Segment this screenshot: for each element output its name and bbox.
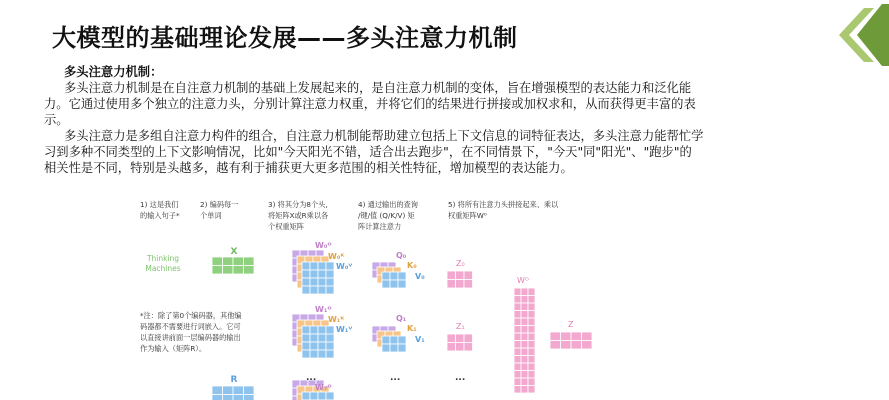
matrix-cell bbox=[382, 280, 390, 288]
matrix-cell bbox=[521, 348, 528, 356]
matrix-cell bbox=[212, 395, 223, 400]
matrix-cell bbox=[528, 356, 535, 364]
matrix-cell bbox=[521, 386, 528, 394]
matrix-cell bbox=[390, 336, 398, 344]
matrix-cell bbox=[550, 341, 561, 350]
matrix-cell bbox=[528, 348, 535, 356]
matrix-cell bbox=[212, 266, 223, 275]
v-grid bbox=[382, 272, 406, 288]
matrix-cell bbox=[326, 262, 334, 270]
matrix-cell bbox=[528, 318, 535, 326]
w0q-label: W₀ᴼ bbox=[315, 241, 332, 250]
k0-label: K₀ bbox=[407, 261, 417, 270]
w1v-label: W₁ⱽ bbox=[336, 325, 353, 334]
matrix-cell bbox=[514, 296, 521, 304]
matrix-cell bbox=[390, 344, 398, 352]
matrix-cell bbox=[233, 395, 244, 400]
matrix-cell bbox=[456, 271, 465, 280]
matrix-cell bbox=[514, 333, 521, 341]
w0v-label: W₀ⱽ bbox=[336, 262, 353, 271]
matrix-cell bbox=[447, 334, 456, 343]
z-label: Z bbox=[568, 320, 574, 329]
paragraph-1: 多头注意力机制是在自注意力机制的基础上发展起来的，是自注意力机制的变体，旨在增强模型的表达能力和泛化能力。它通过使用多个独立的注意力头，分别计算注意力权重，并将它们的结果进行拼接或加权求和，从而获得更丰富的表示。 bbox=[44, 81, 696, 127]
matrix-cell bbox=[310, 342, 318, 350]
matrix-cell bbox=[223, 266, 234, 275]
wv-grid bbox=[302, 262, 334, 294]
matrix-cell bbox=[571, 341, 582, 350]
matrix-cell bbox=[514, 348, 521, 356]
matrix-cell bbox=[302, 286, 310, 294]
matrix-cell bbox=[318, 278, 326, 286]
matrix-cell bbox=[302, 278, 310, 286]
matrix-cell bbox=[521, 288, 528, 296]
matrix-cell bbox=[318, 342, 326, 350]
step2-caption: 2) 编码每一个单词 bbox=[200, 200, 239, 220]
matrix-cell bbox=[310, 278, 318, 286]
q0-label: Q₀ bbox=[396, 251, 407, 260]
wo-grid bbox=[514, 288, 535, 393]
wo-matrix bbox=[514, 288, 535, 393]
matrix-cell bbox=[326, 270, 334, 278]
matrix-cell bbox=[318, 350, 326, 358]
z1-label: Z₁ bbox=[456, 322, 465, 331]
matrix-cell bbox=[302, 270, 310, 278]
matrix-cell bbox=[528, 326, 535, 334]
wv-grid bbox=[302, 392, 334, 400]
svg-text:码器都不需要进行词嵌入。它可: 码器都不需要进行词嵌入。它可 bbox=[140, 322, 241, 331]
z0-label: Z₀ bbox=[456, 259, 465, 268]
matrix-cell bbox=[326, 342, 334, 350]
matrix-cell bbox=[223, 257, 234, 266]
matrix-cell bbox=[318, 262, 326, 270]
r-matrix bbox=[212, 386, 254, 400]
matrix-cell bbox=[326, 392, 334, 400]
k1-label: K₁ bbox=[407, 324, 417, 333]
matrix-cell bbox=[528, 371, 535, 379]
r-label: R bbox=[230, 375, 238, 385]
w0k-label: W₀ᴷ bbox=[328, 252, 345, 261]
matrix-cell bbox=[244, 257, 255, 266]
qkv-stack-head-0 bbox=[372, 262, 406, 288]
matrix-cell bbox=[514, 311, 521, 319]
matrix-cell bbox=[514, 371, 521, 379]
input-word-1: Thinking bbox=[146, 254, 180, 263]
matrix-cell bbox=[318, 270, 326, 278]
matrix-cell bbox=[528, 333, 535, 341]
matrix-cell bbox=[521, 356, 528, 364]
w1k-label: W₁ᴷ bbox=[328, 315, 345, 324]
matrix-cell bbox=[447, 280, 456, 289]
matrix-cell bbox=[244, 266, 255, 275]
matrix-cell bbox=[223, 395, 234, 400]
wv-grid bbox=[302, 326, 334, 358]
z0-grid bbox=[447, 271, 473, 288]
matrix-cell bbox=[310, 350, 318, 358]
matrix-cell bbox=[582, 332, 593, 341]
qkv-stack-head-1 bbox=[372, 326, 406, 352]
matrix-cell bbox=[223, 386, 234, 395]
matrix-cell bbox=[310, 392, 318, 400]
matrix-cell bbox=[464, 343, 473, 352]
matrix-cell bbox=[528, 311, 535, 319]
v1-label: V₁ bbox=[415, 335, 425, 344]
matrix-cell bbox=[212, 386, 223, 395]
matrix-cell bbox=[514, 356, 521, 364]
matrix-cell bbox=[310, 270, 318, 278]
x-matrix bbox=[212, 257, 254, 274]
matrix-cell bbox=[244, 386, 255, 395]
matrix-cell bbox=[447, 271, 456, 280]
v-grid bbox=[382, 336, 406, 352]
matrix-cell bbox=[514, 326, 521, 334]
matrix-cell bbox=[382, 344, 390, 352]
matrix-cell bbox=[318, 326, 326, 334]
w1q-label: W₁ᴼ bbox=[315, 305, 332, 314]
matrix-cell bbox=[310, 326, 318, 334]
matrix-cell bbox=[326, 334, 334, 342]
matrix-cell bbox=[244, 395, 255, 400]
step5-caption: 5) 将所有注意力头拼接起来、乘以权重矩阵W⁰ bbox=[448, 200, 559, 220]
matrix-cell bbox=[233, 266, 244, 275]
matrix-cell bbox=[326, 350, 334, 358]
page-title: 大模型的基础理论发展——多头注意力机制 bbox=[52, 24, 518, 52]
matrix-cell bbox=[233, 386, 244, 395]
matrix-cell bbox=[302, 342, 310, 350]
matrix-cell bbox=[582, 341, 593, 350]
matrix-cell bbox=[521, 303, 528, 311]
matrix-cell bbox=[318, 334, 326, 342]
z1-grid bbox=[447, 334, 473, 351]
matrix-cell bbox=[382, 336, 390, 344]
step3-caption: 3) 将其分为8个头,将矩阵X或R乘以各个权重矩阵 bbox=[268, 200, 329, 231]
matrix-cell bbox=[302, 326, 310, 334]
matrix-cell bbox=[310, 334, 318, 342]
x-grid bbox=[212, 257, 254, 274]
paragraph-2: 多头注意力是多组自注意力构件的组合，自注意力机制能帮助建立包括上下文信息的词特征表达，多头注意力能帮忙学习到多种不同类型的上下文影响情况，比如"今天阳光不错，适合出去跑步"，在不同情景下，"今天"同"阳光"、"跑步"的相关性是不同，特别是头越多，越有利于捕获更大更多范围的相关性特征，增加模型的表达能力。 bbox=[44, 129, 704, 175]
matrix-cell bbox=[456, 280, 465, 289]
w7q-label: W₇ᴼ bbox=[315, 383, 332, 392]
matrix-cell bbox=[456, 343, 465, 352]
matrix-cell bbox=[521, 371, 528, 379]
svg-text:以直接讲前面一层编码器的输出: 以直接讲前面一层编码器的输出 bbox=[140, 333, 241, 342]
z1-matrix bbox=[447, 334, 473, 351]
matrix-cell bbox=[521, 341, 528, 349]
matrix-cell bbox=[521, 311, 528, 319]
matrix-cell bbox=[521, 378, 528, 386]
matrix-cell bbox=[514, 288, 521, 296]
r-grid bbox=[212, 386, 254, 400]
svg-text:*注：除了第0个编码器，其他编: *注：除了第0个编码器，其他编 bbox=[140, 311, 242, 320]
matrix-cell bbox=[528, 296, 535, 304]
z-grid bbox=[550, 332, 592, 349]
matrix-cell bbox=[464, 280, 473, 289]
matrix-cell bbox=[528, 341, 535, 349]
matrix-cell bbox=[310, 262, 318, 270]
encoder-note bbox=[140, 311, 242, 353]
matrix-cell bbox=[398, 336, 406, 344]
matrix-cell bbox=[571, 332, 582, 341]
matrix-cell bbox=[326, 278, 334, 286]
matrix-cell bbox=[521, 363, 528, 371]
matrix-cell bbox=[398, 272, 406, 280]
matrix-cell bbox=[326, 326, 334, 334]
matrix-cell bbox=[326, 286, 334, 294]
matrix-cell bbox=[521, 296, 528, 304]
matrix-cell bbox=[302, 392, 310, 400]
ellipsis-weights: ... bbox=[306, 373, 317, 383]
matrix-cell bbox=[382, 272, 390, 280]
matrix-cell bbox=[521, 318, 528, 326]
section-heading: 多头注意力机制： bbox=[64, 65, 163, 79]
matrix-cell bbox=[464, 334, 473, 343]
matrix-cell bbox=[514, 318, 521, 326]
x-label: X bbox=[230, 247, 238, 257]
v0-label: V₀ bbox=[415, 272, 425, 281]
matrix-cell bbox=[302, 334, 310, 342]
wo-label: Wᴼ bbox=[517, 276, 529, 285]
matrix-cell bbox=[390, 272, 398, 280]
matrix-cell bbox=[233, 257, 244, 266]
matrix-cell bbox=[561, 341, 572, 350]
matrix-cell bbox=[521, 326, 528, 334]
matrix-cell bbox=[514, 363, 521, 371]
ellipsis-z: ... bbox=[455, 373, 466, 383]
matrix-cell bbox=[398, 344, 406, 352]
z-matrix bbox=[550, 332, 592, 349]
matrix-cell bbox=[528, 386, 535, 394]
matrix-cell bbox=[561, 332, 572, 341]
matrix-cell bbox=[318, 286, 326, 294]
matrix-cell bbox=[528, 363, 535, 371]
matrix-cell bbox=[521, 333, 528, 341]
matrix-cell bbox=[398, 280, 406, 288]
matrix-cell bbox=[514, 341, 521, 349]
matrix-cell bbox=[310, 286, 318, 294]
matrix-cell bbox=[514, 378, 521, 386]
matrix-cell bbox=[302, 262, 310, 270]
matrix-cell bbox=[514, 303, 521, 311]
step1-caption: 1) 这是我们的输入句子* bbox=[140, 200, 180, 220]
input-word-2: Machines bbox=[145, 264, 181, 273]
matrix-cell bbox=[456, 334, 465, 343]
q1-label: Q₁ bbox=[396, 314, 407, 323]
matrix-cell bbox=[390, 280, 398, 288]
matrix-cell bbox=[318, 392, 326, 400]
matrix-cell bbox=[528, 303, 535, 311]
matrix-cell bbox=[464, 271, 473, 280]
matrix-cell bbox=[302, 350, 310, 358]
svg-text:作为输入（矩阵R）。: 作为输入（矩阵R）。 bbox=[140, 344, 207, 353]
matrix-cell bbox=[550, 332, 561, 341]
matrix-cell bbox=[528, 378, 535, 386]
matrix-cell bbox=[447, 343, 456, 352]
ellipsis-qkv: ... bbox=[390, 373, 401, 383]
step4-caption: 4) 通过输出的查询/键/值 (Q/K/V) 矩阵计算注意力 bbox=[358, 200, 418, 231]
matrix-cell bbox=[528, 288, 535, 296]
matrix-cell bbox=[212, 257, 223, 266]
z0-matrix bbox=[447, 271, 473, 288]
matrix-cell bbox=[514, 386, 521, 394]
